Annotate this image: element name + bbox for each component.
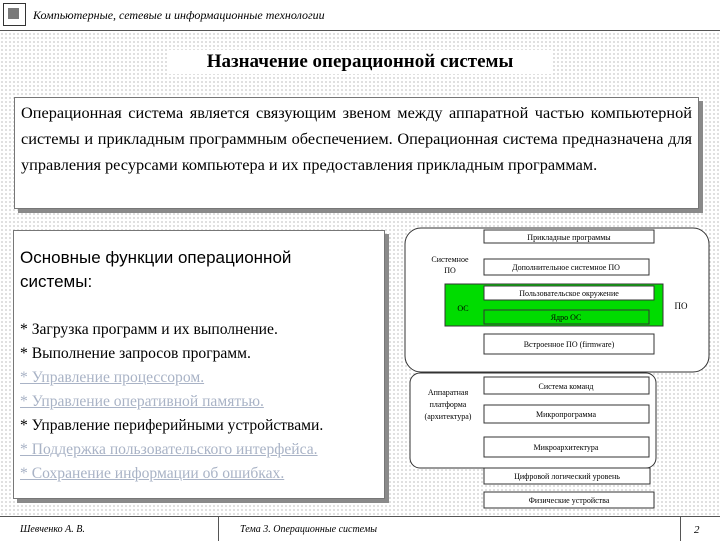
function-item: * Выполнение запросов программ. [20, 345, 251, 362]
system-sw-label-1: Системное [431, 255, 469, 264]
definition-text: Операционная система является связующим звеном между аппаратной частью компьютерной системы и прикладным программным обеспечением. Операционная система предназначена для управления ресурсами компьютера и их предоставления прикладным программам. [21, 103, 692, 174]
page-number: 2 [694, 524, 700, 536]
footer-topic: Тема 3. Операционные системы [240, 524, 378, 535]
digital-logic-label: Цифровой логический уровень [514, 472, 620, 481]
hw-label-2: платформа [429, 400, 467, 409]
footer-bar [0, 516, 720, 541]
footer-author: Шевченко А. В. [20, 524, 85, 535]
microprogram-label: Микропрограмма [535, 410, 597, 419]
function-item-link[interactable]: * Управление оперативной памятью. [20, 393, 264, 410]
os-label: ОС [457, 304, 469, 313]
microarchitecture-label: Микроархитектура [533, 443, 599, 452]
user-env-label: Пользовательское окружение [519, 289, 619, 298]
slide-title: Назначение операционной системы [168, 50, 552, 74]
function-item-link[interactable]: * Управление процессором. [20, 369, 205, 386]
app-programs-label: Прикладные программы [527, 233, 611, 242]
footer-divider [218, 517, 219, 541]
os-kernel-label: Ядро ОС [550, 313, 582, 322]
functions-heading-line2: системы: [20, 272, 93, 291]
footer-divider [680, 517, 681, 541]
function-item-link[interactable]: * Поддержка пользовательского интерфейса. [20, 441, 318, 458]
firmware-label: Встроенное ПО (firmware) [523, 340, 615, 349]
po-label: ПО [674, 301, 688, 311]
functions-heading-line1: Основные функции операционной [20, 248, 292, 267]
function-item: * Загрузка программ и их выполнение. [20, 321, 278, 338]
physical-devices-label: Физические устройства [528, 496, 610, 505]
instruction-set-label: Система команд [538, 382, 594, 391]
hw-label-1: Аппаратная [427, 388, 469, 397]
function-item-link[interactable]: * Сохранение информации об ошибках. [20, 465, 285, 482]
course-title: Компьютерные, сетевые и информационные технологии [33, 8, 325, 22]
system-sw-label-2: ПО [444, 266, 456, 275]
extra-system-sw-label: Дополнительное системное ПО [512, 263, 620, 272]
function-item: * Управление периферийными устройствами. [20, 417, 324, 434]
hw-label-3: (архитектура) [424, 412, 472, 421]
